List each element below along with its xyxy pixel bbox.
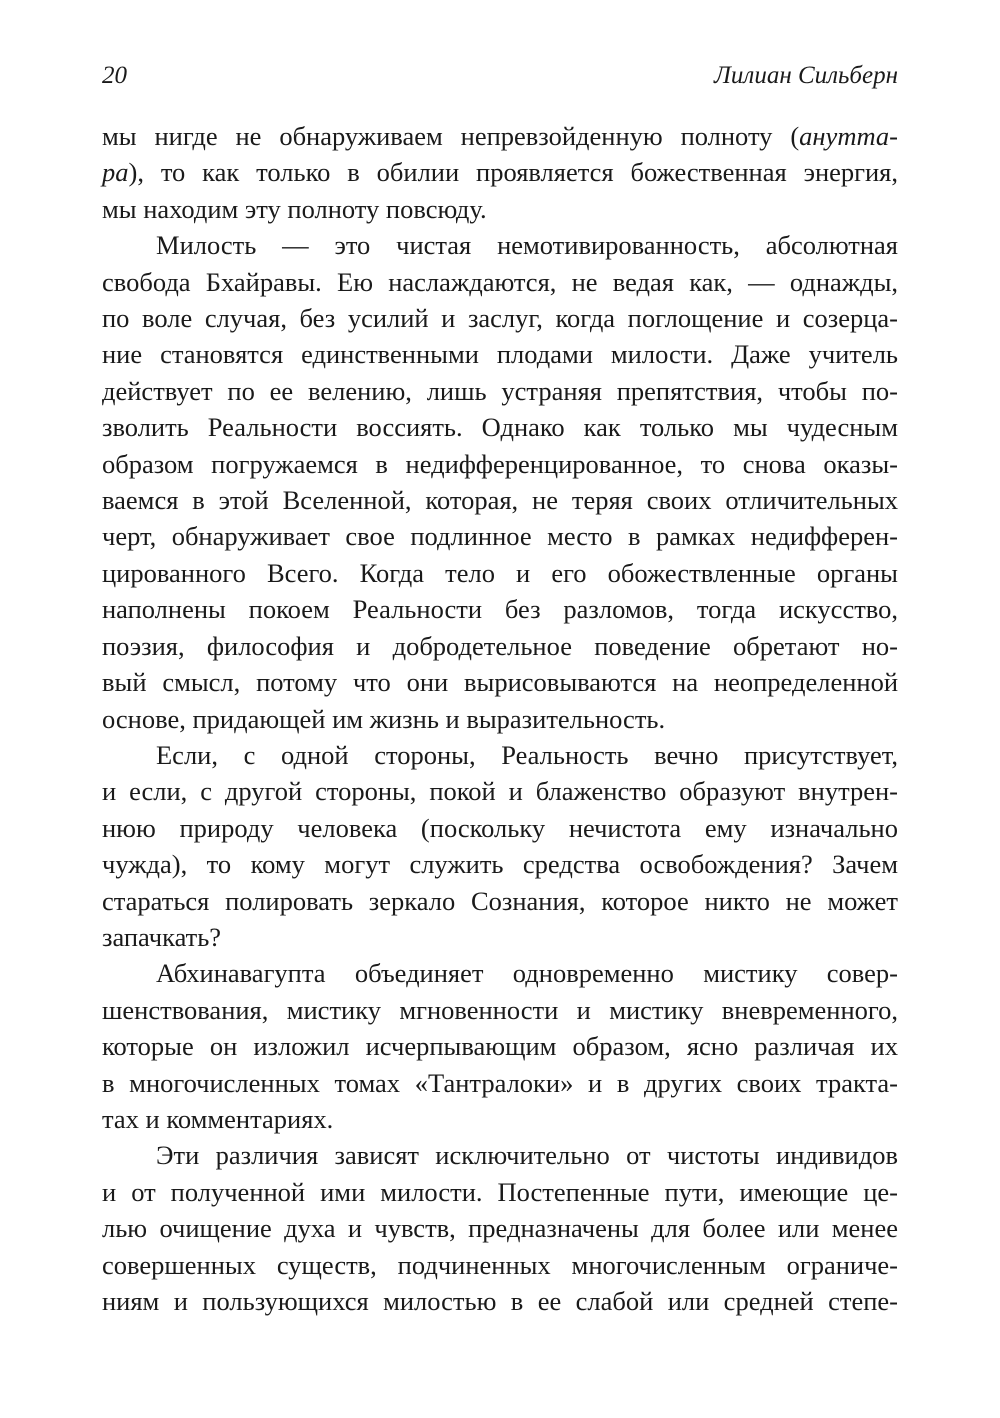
text-line (102, 701, 898, 737)
italic-term: ра (102, 157, 129, 188)
text-run: свобода Бхайравы. Ею наслаждаются, не ведая как, — однажды, (102, 266, 898, 297)
text-run: Милость — это чистая немотивированность, абсолютная (156, 230, 898, 261)
text-line (102, 846, 898, 882)
text-run: стараться полировать зеркало Сознания, которое никто не может (102, 885, 898, 916)
text-line (102, 118, 898, 154)
text-line (102, 1101, 898, 1137)
text-line (102, 773, 898, 809)
text-run: цированного Всего. Когда тело и его обожествленные органы (102, 557, 898, 588)
text-line (102, 883, 898, 919)
running-head-author: Лилиан Сильберн (713, 62, 898, 89)
page-number: 20 (102, 62, 127, 89)
text-run: в многочисленных томах «Тантралоки» и в других своих тракта- (102, 1067, 898, 1098)
paragraph (102, 1137, 898, 1319)
text-line (102, 227, 898, 263)
text-run: чужда), то кому могут служить средства освобождения? Зачем (102, 849, 898, 880)
text-line (102, 409, 898, 445)
text-line (102, 628, 898, 664)
text-run: ниям и пользующихся милостью в ее слабой или средней степе- (102, 1286, 898, 1316)
text-run: образом погружаемся в недифференцированное, то снова оказы- (102, 448, 898, 479)
paragraph (102, 227, 898, 737)
paragraph (102, 118, 898, 227)
running-head (102, 58, 898, 94)
text-line (102, 1028, 898, 1064)
text-run: которые он изложил исчерпывающим образом, ясно различая их (102, 1031, 898, 1062)
text-line (102, 919, 898, 955)
text-run: по воле случая, без усилий и заслуг, когда поглощение и созерца- (102, 303, 898, 334)
text-run: Абхинавагупта объединяет одновременно мистику совер- (156, 958, 898, 989)
text-line (102, 955, 898, 991)
text-run: ), то как только в обилии проявляется божественная энергия, (128, 157, 898, 188)
text-line (102, 482, 898, 518)
text-line (102, 737, 898, 773)
text-run: Если, с одной стороны, Реальность вечно присутствует, (156, 739, 898, 770)
text-run: лью очищение духа и чувств, предназначены для более или менее (102, 1213, 898, 1244)
text-run: запачкать? (102, 921, 222, 952)
text-line (102, 1065, 898, 1101)
text-run: ваемся в этой Вселенной, которая, не теряя своих отличительных (102, 485, 898, 516)
text-line (102, 1174, 898, 1210)
text-run: поэзия, философия и добродетельное поведение обретают но- (102, 630, 898, 661)
text-line (102, 300, 898, 336)
text-run: наполнены покоем Реальности без разломов, тогда искусство, (102, 594, 898, 625)
text-run: действует по ее велению, лишь устраняя препятствия, чтобы по- (102, 375, 898, 406)
text-line (102, 992, 898, 1028)
text-line (102, 518, 898, 554)
text-run: основе, придающей им жизнь и выразительность. (102, 703, 666, 734)
text-run: совершенных существ, подчиненных многочисленным ограниче- (102, 1249, 898, 1280)
text-run: и от полученной ими милости. Постепенные пути, имеющие це- (102, 1176, 898, 1207)
text-run: и если, с другой стороны, покой и блаженство образуют внутрен- (102, 776, 898, 807)
body-text (102, 118, 898, 1319)
text-line (102, 191, 898, 227)
text-line (102, 373, 898, 409)
text-line (102, 664, 898, 700)
paragraph (102, 737, 898, 955)
text-line (102, 810, 898, 846)
text-run: тах и комментариях. (102, 1103, 334, 1134)
text-line (102, 336, 898, 372)
text-line (102, 591, 898, 627)
text-run: Эти различия зависят исключительно от чистоты индивидов (156, 1140, 898, 1171)
text-run: мы находим эту полноту повсюду. (102, 193, 487, 224)
text-line (102, 555, 898, 591)
text-line (102, 446, 898, 482)
paragraph (102, 955, 898, 1137)
text-run: шенствования, мистику мгновенности и мистику вневременного, (102, 994, 898, 1025)
text-line (102, 264, 898, 300)
text-line (102, 154, 898, 190)
text-line (102, 1210, 898, 1246)
text-run: ние становятся единственными плодами милости. Даже учитель (102, 339, 898, 370)
text-run: черт, обнаруживает свое подлинное место в рамках недифферен- (102, 521, 898, 552)
book-page (102, 58, 898, 1319)
text-run: зволить Реальности воссиять. Однако как только мы чудесным (102, 412, 898, 443)
text-run: нюю природу человека (поскольку нечистота ему изначально (102, 812, 898, 843)
text-line (102, 1247, 898, 1283)
text-line (102, 1137, 898, 1173)
text-run: мы нигде не обнаруживаем непревзойденную полноту ( (102, 121, 800, 151)
text-line (102, 1283, 898, 1319)
text-run: вый смысл, потому что они вырисовываются на неопределенной (102, 667, 898, 698)
italic-term: анутта- (799, 121, 898, 151)
